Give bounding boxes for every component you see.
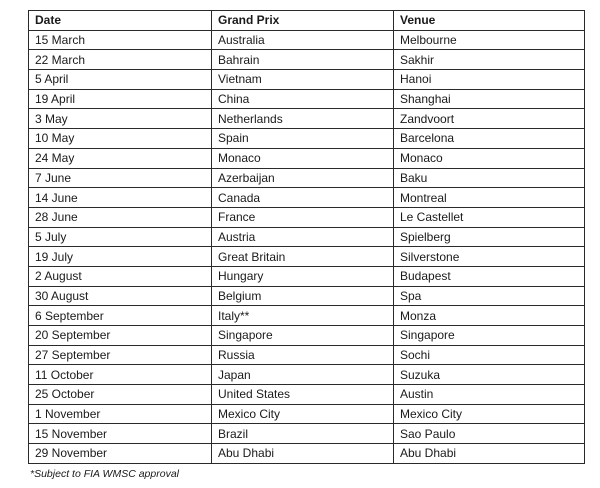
cell-grand-prix: China — [212, 89, 394, 109]
cell-date: 7 June — [29, 168, 212, 188]
table-row — [29, 148, 585, 168]
cell-venue: Monza — [394, 306, 585, 326]
cell-grand-prix: Japan — [212, 365, 394, 385]
table-row — [29, 404, 585, 424]
cell-grand-prix: Netherlands — [212, 109, 394, 129]
cell-venue: Zandvoort — [394, 109, 585, 129]
table-row — [29, 227, 585, 247]
cell-grand-prix: Singapore — [212, 326, 394, 346]
header-row — [29, 11, 585, 31]
cell-date: 19 July — [29, 247, 212, 267]
table-row — [29, 424, 585, 444]
cell-venue: Hanoi — [394, 70, 585, 90]
cell-date: 30 August — [29, 286, 212, 306]
cell-grand-prix: Mexico City — [212, 404, 394, 424]
cell-date: 20 September — [29, 326, 212, 346]
cell-date: 5 April — [29, 70, 212, 90]
table-row — [29, 385, 585, 405]
cell-date: 15 March — [29, 30, 212, 50]
table-row — [29, 30, 585, 50]
cell-date: 6 September — [29, 306, 212, 326]
table-row — [29, 306, 585, 326]
table-row — [29, 207, 585, 227]
cell-venue: Mexico City — [394, 404, 585, 424]
table-row — [29, 188, 585, 208]
cell-grand-prix: Canada — [212, 188, 394, 208]
cell-date: 5 July — [29, 227, 212, 247]
cell-grand-prix: Vietnam — [212, 70, 394, 90]
cell-grand-prix: Belgium — [212, 286, 394, 306]
cell-venue: Austin — [394, 385, 585, 405]
cell-venue: Silverstone — [394, 247, 585, 267]
cell-venue: Abu Dhabi — [394, 444, 585, 464]
table-row — [29, 345, 585, 365]
cell-grand-prix: Great Britain — [212, 247, 394, 267]
header-date: Date — [29, 11, 212, 31]
cell-grand-prix: Spain — [212, 129, 394, 149]
cell-grand-prix: Austria — [212, 227, 394, 247]
table-row — [29, 129, 585, 149]
table-row — [29, 89, 585, 109]
cell-venue: Sakhir — [394, 50, 585, 70]
cell-grand-prix: Italy** — [212, 306, 394, 326]
cell-venue: Sao Paulo — [394, 424, 585, 444]
cell-date: 24 May — [29, 148, 212, 168]
cell-venue: Sochi — [394, 345, 585, 365]
cell-date: 11 October — [29, 365, 212, 385]
cell-grand-prix: Abu Dhabi — [212, 444, 394, 464]
cell-venue: Montreal — [394, 188, 585, 208]
cell-date: 19 April — [29, 89, 212, 109]
cell-date: 25 October — [29, 385, 212, 405]
cell-venue: Suzuka — [394, 365, 585, 385]
cell-date: 14 June — [29, 188, 212, 208]
cell-venue: Baku — [394, 168, 585, 188]
race-calendar-table — [28, 10, 585, 464]
cell-date: 1 November — [29, 404, 212, 424]
cell-date: 2 August — [29, 266, 212, 286]
cell-grand-prix: Monaco — [212, 148, 394, 168]
cell-grand-prix: Russia — [212, 345, 394, 365]
table-row — [29, 109, 585, 129]
cell-grand-prix: France — [212, 207, 394, 227]
table-row — [29, 326, 585, 346]
cell-venue: Monaco — [394, 148, 585, 168]
cell-date: 29 November — [29, 444, 212, 464]
cell-date: 15 November — [29, 424, 212, 444]
cell-grand-prix: Hungary — [212, 266, 394, 286]
cell-date: 3 May — [29, 109, 212, 129]
table-row — [29, 444, 585, 464]
cell-date: 22 March — [29, 50, 212, 70]
table-row — [29, 50, 585, 70]
cell-venue: Singapore — [394, 326, 585, 346]
cell-date: 10 May — [29, 129, 212, 149]
cell-venue: Shanghai — [394, 89, 585, 109]
cell-date: 27 September — [29, 345, 212, 365]
cell-grand-prix: Bahrain — [212, 50, 394, 70]
table-header — [29, 11, 585, 31]
header-grand-prix: Grand Prix — [212, 11, 394, 31]
cell-venue: Budapest — [394, 266, 585, 286]
cell-venue: Spielberg — [394, 227, 585, 247]
table-row — [29, 70, 585, 90]
cell-venue: Le Castellet — [394, 207, 585, 227]
cell-venue: Barcelona — [394, 129, 585, 149]
table-row — [29, 266, 585, 286]
cell-venue: Spa — [394, 286, 585, 306]
cell-venue: Melbourne — [394, 30, 585, 50]
header-venue: Venue — [394, 11, 585, 31]
table-row — [29, 168, 585, 188]
cell-grand-prix: Azerbaijan — [212, 168, 394, 188]
cell-grand-prix: United States — [212, 385, 394, 405]
table-body — [29, 30, 585, 463]
cell-grand-prix: Brazil — [212, 424, 394, 444]
table-row — [29, 286, 585, 306]
cell-date: 28 June — [29, 207, 212, 227]
table-row — [29, 365, 585, 385]
cell-grand-prix: Australia — [212, 30, 394, 50]
footnote: *Subject to FIA WMSC approval — [30, 468, 179, 480]
table-row — [29, 247, 585, 267]
